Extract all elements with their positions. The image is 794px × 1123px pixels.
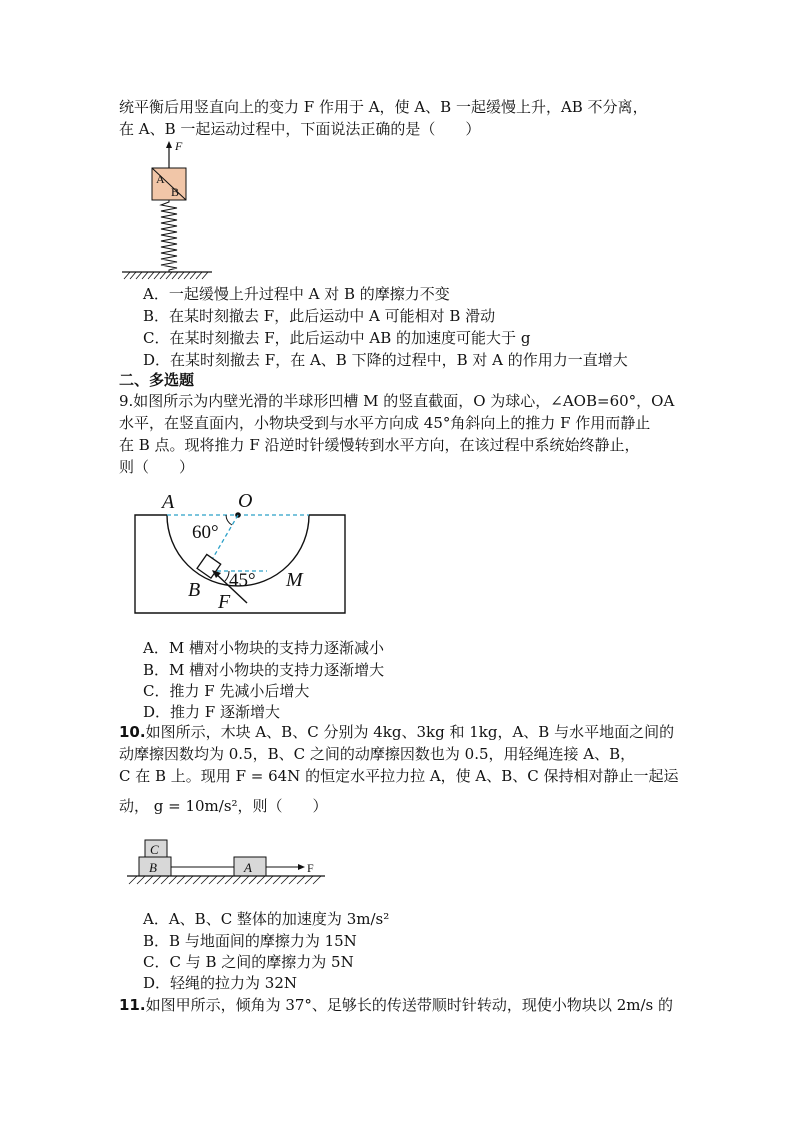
q9-text-line-1: 9.如图所示为内壁光滑的半球形凹槽 M 的竖直截面，O 为球心，∠AOB=60°，OA bbox=[119, 392, 675, 410]
q10-number: 10. bbox=[119, 723, 146, 741]
q8-option-a: A．一起缓慢上升过程中 A 对 B 的摩擦力不变 bbox=[143, 285, 450, 303]
q9-option-a: A．M 槽对小物块的支持力逐渐减小 bbox=[143, 639, 384, 657]
q9-label-f: F bbox=[218, 591, 231, 613]
q10-blocks-figure bbox=[125, 834, 335, 890]
q9-label-m: M bbox=[286, 569, 303, 591]
q8-text-line-1: 统平衡后用竖直向上的变力 F 作用于 A，使 A、B 一起缓慢上升，AB 不分离， bbox=[119, 98, 648, 116]
q11-text-line-1 bbox=[119, 994, 673, 1016]
q8-block-label-a: A bbox=[156, 172, 165, 186]
section-heading-multiple-choice: 二、多选题 bbox=[119, 371, 195, 389]
q9-text-line-2: 水平，在竖直面内，小物块受到与水平方向成 45°角斜向上的推力 F 作用而静止 bbox=[119, 414, 651, 432]
q9-text-line-3: 在 B 点。现将推力 F 沿逆时针缓慢转到水平方向，在该过程中系统始终静止， bbox=[119, 436, 640, 454]
q9-option-b: B．M 槽对小物块的支持力逐渐增大 bbox=[143, 661, 385, 679]
q8-option-c: C．在某时刻撤去 F，此后运动中 AB 的加速度可能大于 g bbox=[143, 329, 531, 347]
q10-label-f: F bbox=[307, 861, 314, 875]
q10-text-line-1-body: 如图所示，木块 A、B、C 分别为 4kg、3kg 和 1kg，A、B 与水平地面之间的 bbox=[145, 723, 675, 741]
q10-text-line-2: 动摩擦因数均为 0.5，B、C 之间的动摩擦因数也为 0.5，用轻绳连接 A、B， bbox=[119, 745, 636, 763]
q10-option-c: C．C 与 B 之间的摩擦力为 5N bbox=[143, 953, 354, 971]
q11-text-line-1-body: 如图甲所示，倾角为 37°、足够长的传送带顺时针转动，现使小物块以 2m/s 的 bbox=[145, 996, 673, 1014]
q9-label-b: B bbox=[188, 579, 201, 601]
q10-text-line-3: C 在 B 上。现用 F = 64N 的恒定水平拉力拉 A，使 A、B、C 保持相对静止一起运 bbox=[119, 767, 679, 785]
q8-spring-figure bbox=[118, 138, 218, 284]
q8-force-label: F bbox=[175, 139, 183, 153]
q8-text-line-2: 在 A、B 一起运动过程中，下面说法正确的是（ ） bbox=[119, 120, 481, 138]
q9-hemisphere-figure bbox=[125, 482, 355, 618]
q9-angle-60: 60° bbox=[192, 522, 219, 543]
q9-label-a: A bbox=[162, 491, 175, 513]
q10-label-a: A bbox=[244, 860, 252, 875]
q11-number: 11. bbox=[119, 996, 146, 1014]
q10-option-a: A．A、B、C 整体的加速度为 3m/s² bbox=[143, 910, 390, 928]
q8-block-label-b: B bbox=[171, 185, 180, 199]
q10-text-line-4: 动， g = 10m/s²，则（ ） bbox=[119, 797, 328, 815]
q10-label-b: B bbox=[149, 860, 157, 875]
q10-option-b: B．B 与地面间的摩擦力为 15N bbox=[143, 932, 357, 950]
q9-label-o: O bbox=[238, 490, 253, 512]
q10-text-line-1 bbox=[119, 721, 674, 743]
q9-angle-45: 45° bbox=[229, 570, 256, 591]
q9-text-line-4: 则（ ） bbox=[119, 458, 195, 476]
q10-label-c: C bbox=[150, 842, 159, 857]
q9-option-d: D．推力 F 逐渐增大 bbox=[143, 703, 280, 721]
q10-option-d: D．轻绳的拉力为 32N bbox=[143, 974, 298, 992]
q8-option-d: D．在某时刻撤去 F，在 A、B 下降的过程中，B 对 A 的作用力一直增大 bbox=[143, 351, 628, 369]
q8-option-b: B．在某时刻撤去 F，此后运动中 A 可能相对 B 滑动 bbox=[143, 307, 496, 325]
q9-option-c: C．推力 F 先减小后增大 bbox=[143, 682, 310, 700]
